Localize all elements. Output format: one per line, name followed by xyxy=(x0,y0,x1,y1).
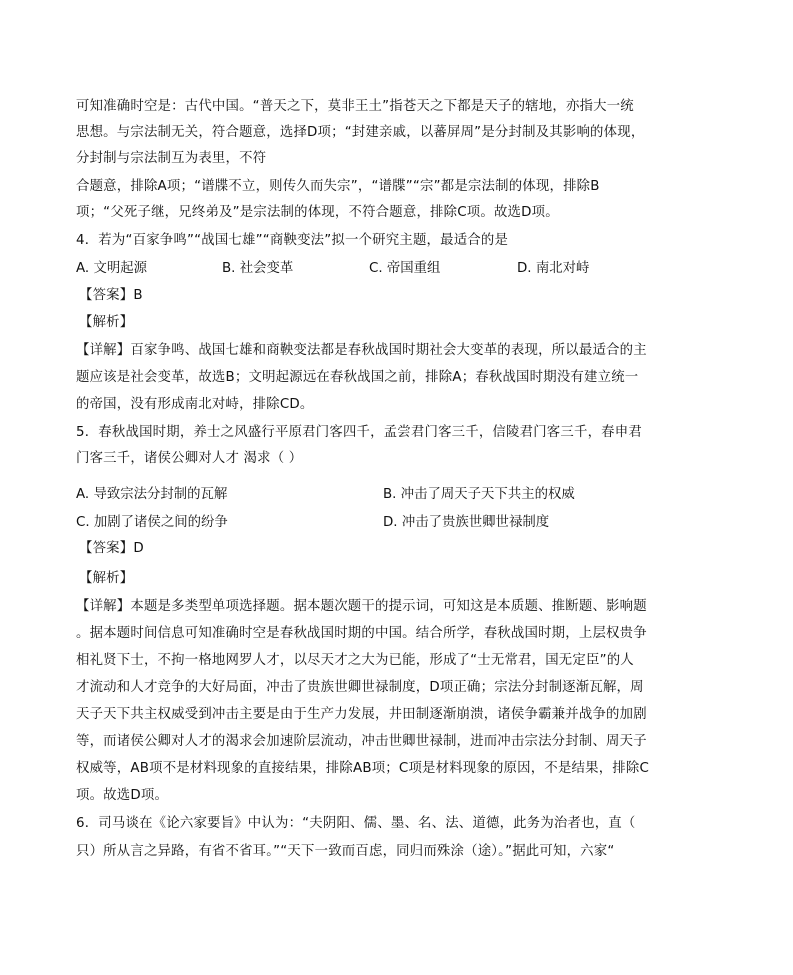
q4-analysis-heading: 【解析】 xyxy=(79,315,134,330)
question-5-stem: 门客三千，诸侯公卿对人才 渴求（ ） xyxy=(76,451,303,466)
q4-option-b: B. 社会变革 xyxy=(222,261,294,276)
text-line: 分封制与宗法制互为表里，不符 xyxy=(76,151,267,166)
text-line: 合题意，排除A项；“谱牒不立，则传久而失宗”，“谱牒”“宗”都是宗法制的体现，排除B xyxy=(76,179,600,194)
q5-option-c: C. 加剧了诸侯之间的纷争 xyxy=(76,515,228,530)
question-6-stem: 只）所从言之异路，有省不省耳。”“天下一致而百虑，同归而殊涂（途）。”据此可知，六家“ xyxy=(76,844,615,859)
q5-detail-line: 。据本题时间信息可知准确时空是春秋战国时期的中国。结合所学，春秋战国时期，上层权贵争 xyxy=(76,626,647,641)
q4-detail-line: 【详解】百家争鸣、战国七雄和商鞅变法都是春秋战国时期社会大变革的表现，所以最适合的主 xyxy=(76,343,647,358)
q5-option-d: D. 冲击了贵族世卿世禄制度 xyxy=(383,515,550,530)
q4-option-c: C. 帝国重组 xyxy=(369,261,441,276)
question-6-stem: 6．司马谈在《论六家要旨》中认为：“夫阴阳、儒、墨、名、法、道德，此务为治者也，直（ xyxy=(76,816,636,831)
text-line: 可知准确时空是：古代中国。“普天之下，莫非王土”指苍天之下都是天子的辖地，亦指大一统 xyxy=(76,99,634,114)
q5-answer: 【答案】D xyxy=(79,541,144,556)
q4-detail-line: 题应该是社会变革，故选B；文明起源远在春秋战国之前，排除A；春秋战国时期没有建立统一 xyxy=(76,370,639,385)
q4-answer: 【答案】B xyxy=(79,288,143,303)
question-4-stem: 4．若为“百家争鸣”“战国七雄”“商鞅变法”拟一个研究主题，最适合的是 xyxy=(76,233,509,248)
q5-detail-line: 天子天下共主权威受到冲击主要是由于生产力发展，井田制逐渐崩溃，诸侯争霸兼并战争的加剧 xyxy=(76,707,647,722)
text-line: 项；“父死子继，兄终弟及”是宗法制的体现，不符合题意，排除C项。故选D项。 xyxy=(76,205,559,220)
q5-option-a: A. 导致宗法分封制的瓦解 xyxy=(76,487,228,502)
question-5-stem: 5．春秋战国时期，养士之风盛行平原君门客四千，孟尝君门客三千，信陵君门客三千，春申君 xyxy=(76,425,642,440)
text-line: 思想。与宗法制无关，符合题意，选择D项；“封建亲戚，以蕃屏周”是分封制及其影响的体现， xyxy=(76,125,645,140)
q5-analysis-heading: 【解析】 xyxy=(79,571,134,586)
q4-detail-line: 的帝国，没有形成南北对峙，排除CD。 xyxy=(76,397,314,412)
q5-detail-line: 相礼贤下士，不拘一格地网罗人才，以尽天才之大为已能，形成了“士无常君，国无定臣”的人 xyxy=(76,653,634,668)
q5-detail-line: 权威等，AB项不是材料现象的直接结果，排除AB项；C项是材料现象的原因，不是结果，排除C xyxy=(76,761,650,776)
q5-option-b: B. 冲击了周天子天下共主的权威 xyxy=(383,487,575,502)
q4-option-d: D. 南北对峙 xyxy=(517,261,590,276)
q4-option-a: A. 文明起源 xyxy=(76,261,147,276)
q5-detail-line: 才流动和人才竞争的大好局面，冲击了贵族世卿世禄制度，D项正确；宗法分封制逐渐瓦解，周 xyxy=(76,680,644,695)
q5-detail-line: 项。故选D项。 xyxy=(76,788,169,803)
q5-detail-line: 【详解】本题是多类型单项选择题。据本题次题干的提示词，可知这是本质题、推断题、影响题 xyxy=(76,599,647,614)
q5-detail-line: 等，而诸侯公卿对人才的渴求会加速阶层流动，冲击世卿世禄制，进而冲击宗法分封制、周天子 xyxy=(76,734,647,749)
